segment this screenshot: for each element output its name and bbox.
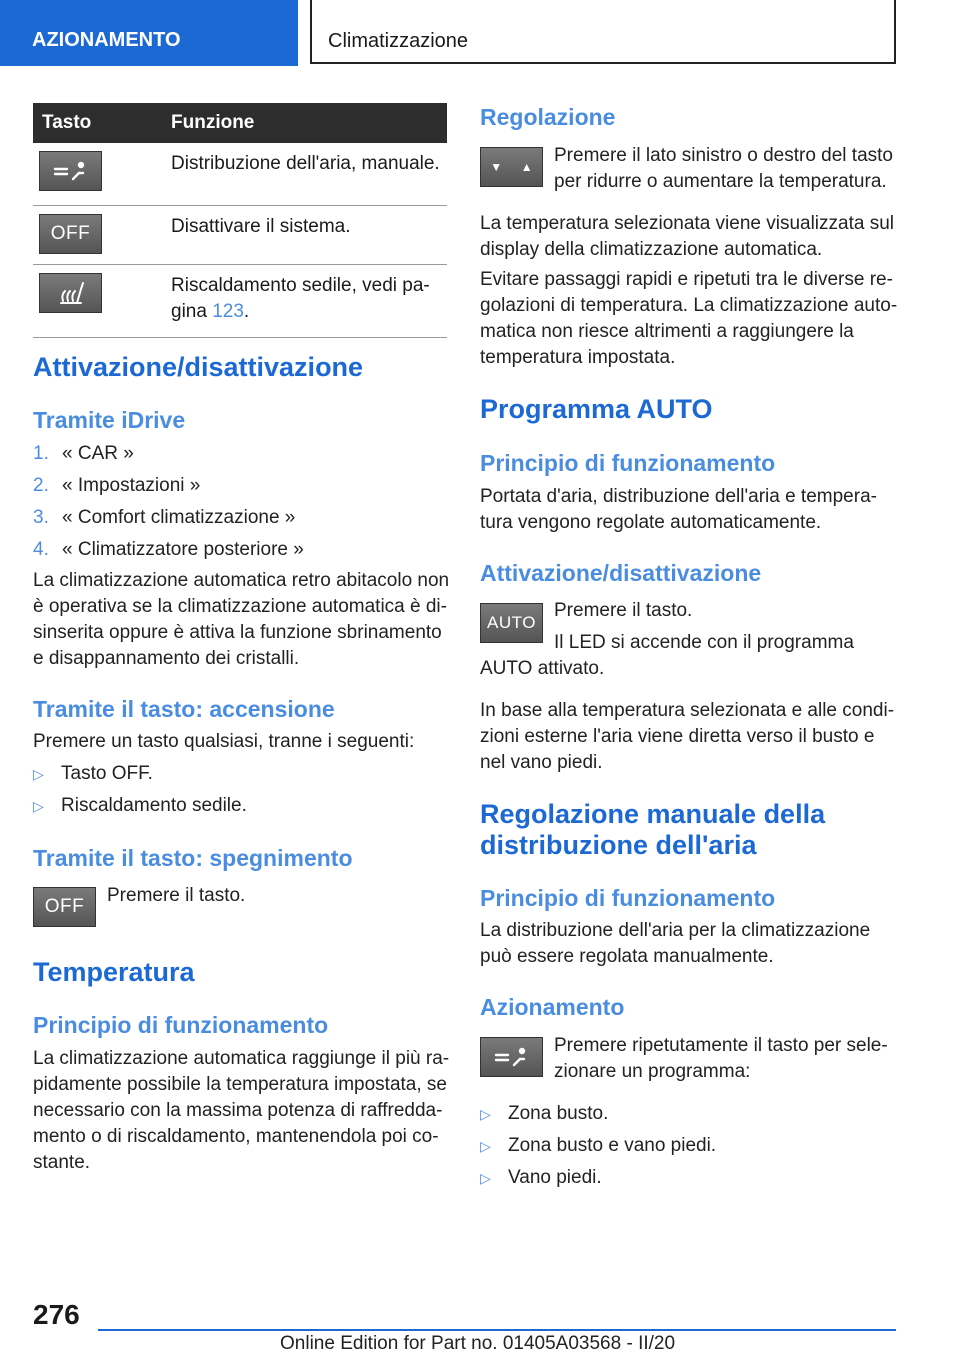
triangle-bullet-icon: ▷ <box>480 1170 491 1186</box>
section-title: AZIONAMENTO <box>32 29 181 51</box>
list-item: ▷ Riscaldamento sedile. <box>33 793 247 819</box>
heading-azionamento: Azionamento <box>480 994 625 1020</box>
button-on-text: Premere un tasto qualsiasi, tranne i seguenti: <box>33 731 415 752</box>
table-row-text: Distribuzione dell'aria, manuale. <box>171 153 440 174</box>
auto-principle-paragraph: Portata d'aria, distribuzione dell'aria e tempera- tura vengono regolate automaticamente. <box>480 486 877 533</box>
chapter-tab <box>310 0 896 64</box>
heading-button-off: Tramite il tasto: spegnimento <box>33 845 353 871</box>
heading-temp-principle: Principio di funzionamento <box>33 1012 329 1038</box>
heading-activation: Attivazione/disattivazione <box>33 352 364 382</box>
table-row <box>33 265 447 338</box>
heading-manual-principle: Principio di funzionamento <box>480 885 776 911</box>
air-distribution-icon <box>39 151 102 191</box>
edition-text: Online Edition for Part no. 01405A03568 - II/20 <box>280 1333 676 1354</box>
triangle-bullet-icon: ▷ <box>480 1138 491 1154</box>
off-key-icon: OFF <box>33 887 96 927</box>
idrive-paragraph: La climatizzazione automatica retro abitacolo non è operativa se la climatizzazione automatica è di- sinserita oppure è attiva la funzione sbrinamento e disappannamento dei cristalli. <box>33 570 450 669</box>
list-item: ▷ Tasto OFF. <box>33 761 153 787</box>
auto-key-icon: AUTO <box>480 603 543 643</box>
chapter-title: Climatizzazione <box>328 30 469 52</box>
step-item: 4. « Climatizzatore posteriore » <box>33 539 304 560</box>
heading-auto-activation: Attivazione/disattivazione <box>480 560 762 586</box>
regolazione-text: Premere il lato sinistro o destro del tasto per ridurre o aumentare la temperatura. <box>554 145 893 192</box>
table-header-key: Tasto <box>33 103 171 143</box>
auto-led-text: Il LED si accende con il programma <box>554 632 854 653</box>
heading-button-on: Tramite il tasto: accensione <box>33 696 335 722</box>
azionamento-text: Premere ripetutamente il tasto per sele- zionare un programma: <box>554 1035 888 1082</box>
table-row-text: Disattivare il sistema. <box>171 216 351 237</box>
heading-regolazione: Regolazione <box>480 104 616 130</box>
list-item: ▷ Vano piedi. <box>480 1165 602 1191</box>
heading-idrive: Tramite iDrive <box>33 407 186 433</box>
section-tab <box>0 0 298 66</box>
step-item: 3. « Comfort climatizzazione » <box>33 507 296 528</box>
temp-principle-paragraph: La climatizzazione automatica raggiunge il più ra- pidamente possibile la temperatura impostata, se necessario con la massima potenza di raffredda- mento o di riscaldamento, mantenendola poi co- stante. <box>33 1048 450 1173</box>
table-row <box>33 143 447 206</box>
regolazione-p2: Evitare passaggi rapidi e ripetuti tra le diverse re- golazioni di temperatura. La climatizzazione auto- matica non riesce altrimenti a raggiungere la temperatura impostata. <box>480 269 898 368</box>
seat-heating-icon <box>39 273 102 313</box>
manual-principle-paragraph: La distribuzione dell'aria per la climatizzazione può essere regolata manualmente. <box>480 920 871 967</box>
auto-led-text-2: AUTO attivato. <box>480 658 605 679</box>
key-table <box>33 103 447 338</box>
heading-auto-program: Programma AUTO <box>480 394 713 424</box>
off-key-icon: OFF <box>39 214 102 254</box>
table-row <box>33 206 447 265</box>
step-item: 1. « CAR » <box>33 443 134 464</box>
auto-paragraph: In base alla temperatura selezionata e alle condi- zioni esterne l'aria viene diretta verso il busto e nel vano piedi. <box>480 700 895 773</box>
page-number: 276 <box>33 1299 80 1330</box>
air-distribution-icon <box>480 1037 543 1077</box>
footer-divider <box>98 1329 896 1331</box>
list-item: ▷ Zona busto e vano piedi. <box>480 1133 716 1159</box>
step-item: 2. « Impostazioni » <box>33 475 201 496</box>
triangle-bullet-icon: ▷ <box>33 798 44 814</box>
page-link[interactable]: 123 <box>212 301 244 322</box>
list-item: ▷ Zona busto. <box>480 1101 608 1127</box>
heading-auto-principle: Principio di funzionamento <box>480 450 776 476</box>
off-text: Premere il tasto. <box>107 885 246 906</box>
table-header-row <box>33 103 447 143</box>
table-header-function: Funzione <box>171 103 447 143</box>
triangle-bullet-icon: ▷ <box>33 766 44 782</box>
heading-temperature: Temperatura <box>33 957 195 987</box>
regolazione-p1: La temperatura selezionata viene visualizzata sul display della climatizzazione automatica. <box>480 213 895 260</box>
triangle-bullet-icon: ▷ <box>480 1106 491 1122</box>
arrow-up-icon: ▲ <box>520 160 533 174</box>
temperature-rocker-icon <box>480 147 543 187</box>
auto-press-text: Premere il tasto. <box>554 600 693 621</box>
arrow-down-icon: ▼ <box>490 160 503 174</box>
heading-manual-distribution: Regolazione manuale della distribuzione dell'aria <box>480 799 826 860</box>
table-row-text: Riscaldamento sedile, vedi pa-gina 123. <box>171 275 430 322</box>
